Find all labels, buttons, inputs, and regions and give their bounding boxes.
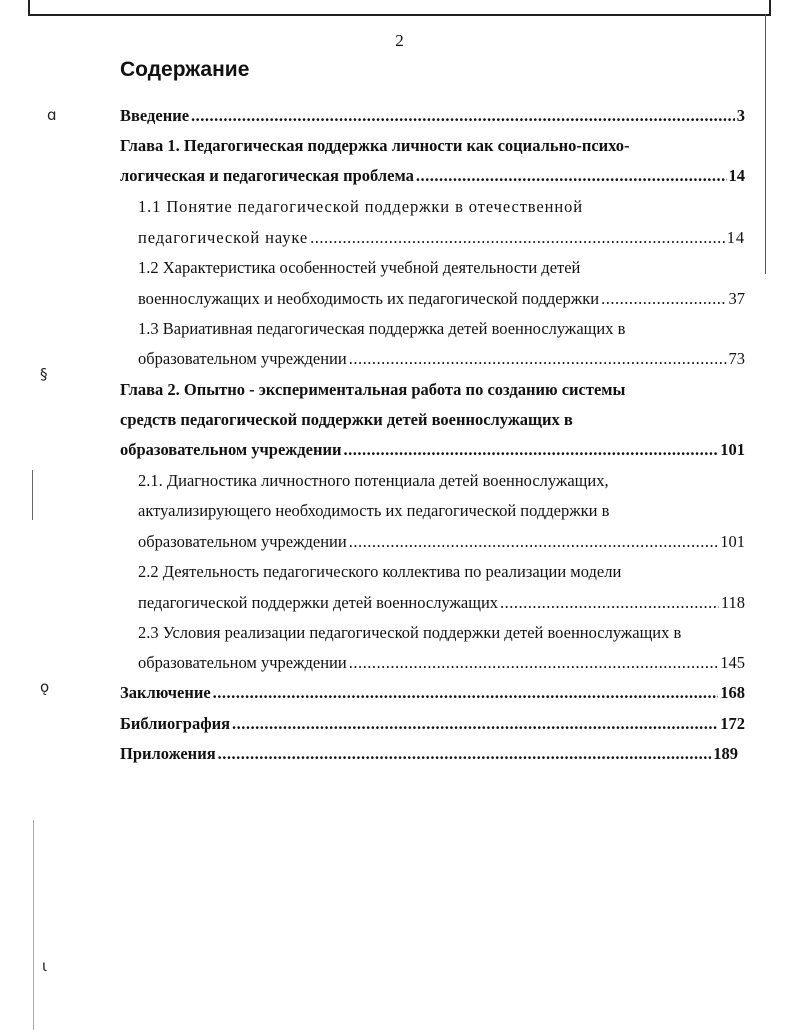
toc-entry-section-1-1-line1[interactable]: 1.1 Понятие педагогической поддержки в отечественной bbox=[138, 197, 583, 216]
toc-leader-dots bbox=[349, 653, 719, 673]
toc-entry-title: Заключение bbox=[120, 683, 211, 702]
toc-entry-section-1-1[interactable] bbox=[138, 228, 745, 248]
toc-page-number: 101 bbox=[720, 440, 745, 459]
toc-leader-dots bbox=[601, 289, 726, 309]
toc-leader-dots bbox=[349, 532, 719, 552]
toc-leader-dots bbox=[213, 683, 719, 703]
page-number: 2 bbox=[395, 31, 404, 50]
toc-page-number: 189 bbox=[713, 744, 738, 763]
toc-entry-chapter2[interactable] bbox=[120, 440, 745, 460]
toc-entry-title: образовательном учреждении bbox=[138, 349, 347, 368]
toc-leader-dots bbox=[343, 440, 718, 460]
toc-entry-section-2-1[interactable] bbox=[138, 532, 745, 552]
toc-entry-chapter2-line2[interactable]: средств педагогической поддержки детей военнослужащих в bbox=[120, 410, 573, 429]
toc-leader-dots bbox=[500, 593, 719, 613]
toc-page-number: 37 bbox=[728, 289, 745, 308]
toc-entry-title: Приложения bbox=[120, 744, 216, 763]
page-title: Содержание bbox=[120, 58, 250, 81]
punch-hole-mark: ɩ bbox=[42, 957, 48, 975]
toc-entry-bibliography[interactable] bbox=[120, 714, 745, 734]
toc-leader-dots bbox=[349, 349, 727, 369]
toc-entry-title: логическая и педагогическая проблема bbox=[120, 166, 414, 185]
toc-entry-title: образовательном учреждении bbox=[138, 653, 347, 672]
toc-entry-title: педагогической науке bbox=[138, 228, 309, 247]
toc-page-number: 73 bbox=[728, 349, 745, 368]
toc-page-number: 145 bbox=[720, 653, 745, 672]
punch-hole-mark: ǫ bbox=[40, 678, 50, 696]
toc-entry-title: военнослужащих и необходимость их педагогической поддержки bbox=[138, 289, 600, 308]
toc-leader-dots bbox=[191, 106, 735, 126]
scan-border-right bbox=[765, 14, 766, 274]
toc-page-number: 101 bbox=[720, 532, 745, 551]
toc-entry-section-2-1-line2[interactable]: актуализирующего необходимость их педагогической поддержки в bbox=[138, 501, 610, 520]
toc-entry-section-2-1-line1[interactable]: 2.1. Диагностика личностного потенциала детей военнослужащих, bbox=[138, 471, 609, 490]
toc-entry-chapter2-line1[interactable]: Глава 2. Опытно - экспериментальная работа по созданию системы bbox=[120, 380, 626, 399]
toc-entry-title: образовательном учреждении bbox=[138, 532, 347, 551]
toc-entry-section-1-2-line1[interactable]: 1.2 Характеристика особенностей учебной деятельности детей bbox=[138, 258, 581, 277]
toc-entry-section-1-2[interactable] bbox=[138, 289, 745, 309]
toc-entry-title: Введение bbox=[120, 106, 190, 125]
toc-entry-title: педагогической поддержки детей военнослужащих bbox=[138, 593, 499, 612]
toc-entry-section-1-3-line1[interactable]: 1.3 Вариативная педагогическая поддержка детей военнослужащих в bbox=[138, 319, 626, 338]
toc-entry-title: образовательном учреждении bbox=[120, 440, 342, 459]
toc-page-number: 14 bbox=[726, 228, 745, 247]
toc-entry-section-1-3[interactable] bbox=[138, 349, 745, 369]
toc-leader-dots bbox=[416, 166, 727, 186]
toc-entry-section-2-2[interactable] bbox=[138, 593, 745, 613]
scan-border-top bbox=[28, 0, 771, 16]
toc-entry-chapter1[interactable] bbox=[120, 166, 745, 186]
toc-entry-introduction[interactable] bbox=[120, 106, 745, 126]
toc-entry-section-2-2-line1[interactable]: 2.2 Деятельность педагогического коллектива по реализации модели bbox=[138, 562, 622, 581]
toc-entry-title: Библиография bbox=[120, 714, 231, 733]
toc-leader-dots bbox=[218, 744, 712, 764]
punch-hole-mark: ɑ bbox=[47, 106, 57, 124]
toc-page-number: 14 bbox=[728, 166, 745, 185]
toc-entry-appendix[interactable] bbox=[120, 744, 738, 764]
toc-entry-section-2-3-line1[interactable]: 2.3 Условия реализации педагогической поддержки детей военнослужащих в bbox=[138, 623, 682, 642]
toc-page-number: 168 bbox=[720, 683, 745, 702]
scan-mark-left bbox=[32, 470, 33, 520]
punch-hole-mark: § bbox=[40, 365, 48, 383]
toc-entry-chapter1-line1[interactable]: Глава 1. Педагогическая поддержка личности как социально-психо- bbox=[120, 136, 630, 155]
toc-leader-dots bbox=[232, 714, 718, 734]
toc-entry-conclusion[interactable] bbox=[120, 683, 745, 703]
toc-page-number: 3 bbox=[736, 106, 745, 125]
toc-entry-section-2-3[interactable] bbox=[138, 653, 745, 673]
scan-mark-left-lower bbox=[33, 820, 34, 1030]
toc-page-number: 172 bbox=[720, 714, 745, 733]
toc-leader-dots bbox=[310, 228, 725, 248]
toc-page-number: 118 bbox=[720, 593, 745, 612]
